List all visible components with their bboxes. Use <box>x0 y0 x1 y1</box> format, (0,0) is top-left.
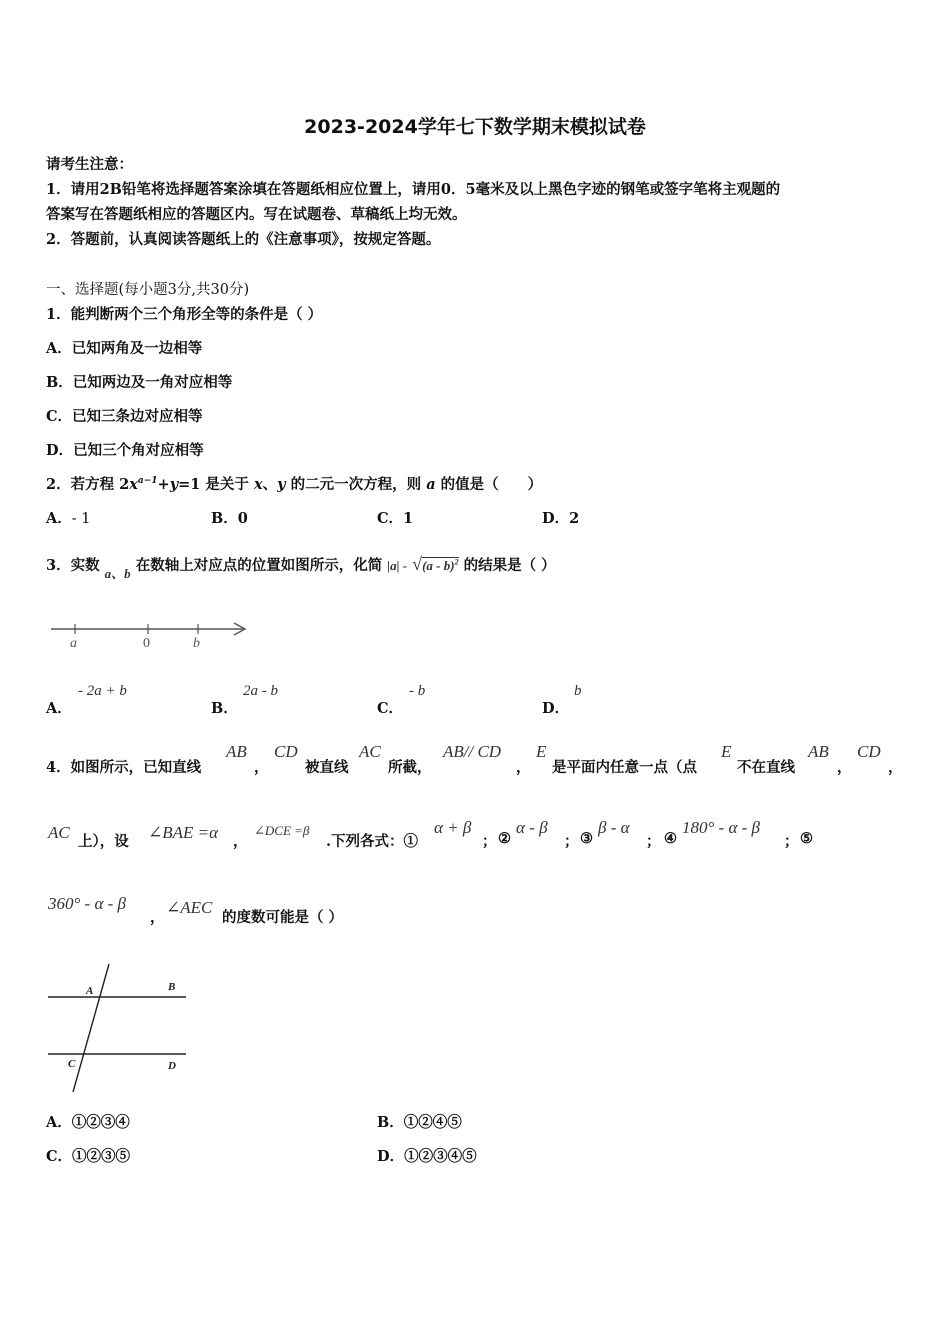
q4-line2-text-1: 上），设 <box>78 833 129 850</box>
q4-comma-6: ， <box>150 909 165 926</box>
q4-semicolon-4: ； <box>784 833 799 850</box>
question-3-option-d-label: D． <box>542 700 570 717</box>
q3-text-2: 在数轴上对应点的位置如图所示，化简 <box>135 557 383 574</box>
q4-formula-3: β - α <box>598 818 630 837</box>
notice-heading: 请考生注意： <box>46 156 133 173</box>
question-1-option-d: D．已知三个角对应相等 <box>46 442 204 459</box>
question-1-option-a: A．已知两角及一边相等 <box>46 340 203 357</box>
section-heading: 一、选择题(每小题3分,共30分) <box>46 282 250 298</box>
number-line-figure <box>48 614 253 654</box>
tick-label-b: b <box>193 636 200 651</box>
q4-line1-text-2: 被直线 <box>305 759 349 776</box>
q3-vars: a、b <box>104 566 131 581</box>
q4-line1-text-3: 所截， <box>388 759 432 776</box>
question-4-option-a: A．①②③④ <box>46 1114 130 1131</box>
question-3-option-a-value: - 2a + b <box>78 683 127 699</box>
notice-line-1: 1．请用2B铅笔将选择题答案涂填在答题纸相应位置上，请用0．5毫米及以上黑色字迹的钢笔或签字笔将主观题的 <box>46 181 781 198</box>
q4-line-ab: AB <box>226 742 247 761</box>
q3-text-3: 的结果是（ ） <box>463 557 556 574</box>
q2-a-label: A． <box>46 510 72 527</box>
q4-angle-aec: ∠AEC <box>166 898 213 917</box>
question-4-option-b: B．①②④⑤ <box>377 1114 462 1131</box>
question-2-option-a <box>46 507 91 528</box>
q4-comma-1: ， <box>254 759 269 776</box>
question-1-option-c: C．已知三条边对应相等 <box>46 408 203 425</box>
question-3-option-c-label: C． <box>377 700 404 717</box>
question-2-option-b: B．0 <box>211 510 248 527</box>
q4-line1-text-5: 不在直线 <box>737 759 795 776</box>
q2-exponent: a−1 <box>137 476 158 487</box>
q4-formula-5: 360° - α - β <box>48 894 127 913</box>
figure-label-d: D <box>168 1060 176 1072</box>
q3-radicand <box>422 557 459 573</box>
q2-text-5: 的值是（ ） <box>440 476 543 493</box>
tick-label-0: 0 <box>143 636 150 651</box>
question-3-option-d-value: b <box>574 683 582 699</box>
q2-text-2: + <box>157 476 170 493</box>
q2-var-y: y <box>169 476 179 493</box>
parallel-lines-figure <box>44 960 190 1096</box>
q4-formula-4: 180° - α - β <box>682 818 761 837</box>
question-1-stem: 1．能判断两个三个角形全等的条件是（ ） <box>46 306 323 323</box>
q2-var-x2: x <box>253 476 263 493</box>
q4-line2-text-2: .下列各式：① <box>326 833 419 850</box>
q4-formula-1: α + β <box>434 818 472 837</box>
question-3-stem <box>46 554 556 581</box>
q4-comma-3: ， <box>837 759 852 776</box>
q4-comma-2: ， <box>516 759 531 776</box>
tick-label-a: a <box>70 636 77 651</box>
q4-line-cd: CD <box>274 742 298 761</box>
q2-text-1: 2．若方程 2 <box>46 476 130 493</box>
line-ac <box>73 964 109 1092</box>
q4-line-ac-2: AC <box>48 823 70 842</box>
figure-label-c: C <box>68 1058 76 1070</box>
question-3-option-c-value: - b <box>409 683 426 699</box>
question-4-option-d: D．①②③④⑤ <box>377 1148 477 1165</box>
q2-text-3: =1 是关于 <box>178 476 249 493</box>
q4-circle-4: ④ <box>664 830 677 847</box>
q3-expr-square: 2 <box>454 557 459 567</box>
q4-point-e: E <box>536 742 547 761</box>
q3-expr-abs: |a| - <box>387 558 408 573</box>
sqrt-icon: √ <box>412 554 423 574</box>
q4-line-cd-2: CD <box>857 742 881 761</box>
q4-line-ac: AC <box>359 742 381 761</box>
q2-separator: 、 <box>262 476 278 493</box>
q4-line3-text: 的度数可能是（ ） <box>222 909 344 926</box>
q4-line1-text-1: 4．如图所示，已知直线 <box>46 759 202 776</box>
figure-label-a: A <box>86 985 94 997</box>
notice-line-2: 答案写在答题纸相应的答题区内。写在试题卷、草稿纸上均无效。 <box>46 206 467 223</box>
q4-formula-2: α - β <box>516 818 548 837</box>
q4-semicolon-1: ； <box>482 833 497 850</box>
q2-var-a: a <box>426 476 436 493</box>
q4-angle-bae: ∠BAE =α <box>148 823 219 842</box>
q4-line-ab-2: AB <box>808 742 829 761</box>
q4-comma-5: ， <box>233 833 248 850</box>
q3-text-1: 3．实数 <box>46 557 100 574</box>
q2-var-y2: y <box>277 476 286 493</box>
notice-line-3: 2．答题前，认真阅读答题纸上的《注意事项》，按规定答题。 <box>46 231 441 248</box>
q2-a-value: - 1 <box>71 511 91 527</box>
q2-var-x: x <box>129 476 138 493</box>
question-2-option-c: C．1 <box>377 510 414 527</box>
q4-point-e-2: E <box>721 742 732 761</box>
q4-circle-2: ② <box>498 830 511 847</box>
question-2-option-d: D．2 <box>542 510 580 527</box>
q4-parallel: AB// CD <box>443 742 502 761</box>
question-2-stem <box>46 473 542 494</box>
q3-expr-ab: (a - b) <box>422 558 455 573</box>
question-3-option-b-value: 2a - b <box>243 683 278 699</box>
q4-semicolon-2: ； <box>564 833 579 850</box>
question-1-option-b: B．已知两边及一角对应相等 <box>46 374 233 391</box>
q4-circle-3: ③ <box>580 830 593 847</box>
question-3-option-b-label: B． <box>211 700 238 717</box>
figure-label-b: B <box>168 981 176 993</box>
q4-circle-5: ⑤ <box>800 830 813 847</box>
q4-semicolon-3: ； <box>646 833 661 850</box>
question-3-option-a-label: A． <box>46 700 72 717</box>
q2-text-4: 的二元一次方程，则 <box>290 476 422 493</box>
q4-angle-dce: ∠DCE =β <box>254 823 310 838</box>
page-title: 2023-2024学年七下数学期末模拟试卷 <box>304 116 646 138</box>
q4-comma-4: ， <box>888 759 903 776</box>
q4-line1-text-4: 是平面内任意一点（点 <box>552 759 697 776</box>
question-4-option-c: C．①②③⑤ <box>46 1148 131 1165</box>
